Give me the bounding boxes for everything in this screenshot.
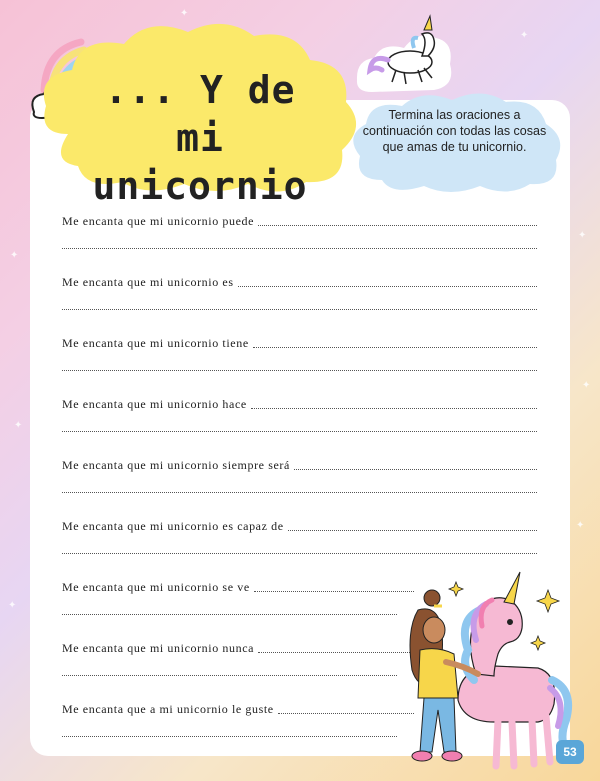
sparkle-icon: ✦ xyxy=(10,250,19,261)
sentence-item xyxy=(62,444,540,505)
sparkle-icon: ✦ xyxy=(578,230,587,241)
sparkle-icon: ✦ xyxy=(582,380,591,391)
answer-line[interactable] xyxy=(238,285,537,287)
answer-line-continued[interactable] xyxy=(62,491,537,493)
sentence-prompt: Me encanta que mi unicornio es xyxy=(62,275,234,289)
answer-line[interactable] xyxy=(251,407,537,409)
sentence-prompt: Me encanta que mi unicornio nunca xyxy=(62,641,255,655)
sentence-prompt: Me encanta que mi unicornio tiene xyxy=(62,336,249,350)
answer-line[interactable] xyxy=(288,529,537,531)
answer-line[interactable] xyxy=(253,346,537,348)
sentence-item xyxy=(62,383,540,444)
answer-line-continued[interactable] xyxy=(62,552,537,554)
answer-line-continued[interactable] xyxy=(62,430,537,432)
instructions-text: Termina las oraciones a continuación con todas las cosas que amas de tu unicornio. xyxy=(362,108,547,154)
unicorn-sticker-icon xyxy=(352,8,457,98)
sparkle-icon: ✦ xyxy=(8,600,17,611)
sentence-prompt: Me encanta que a mi unicornio le guste xyxy=(62,702,274,716)
sentence-prompt: Me encanta que mi unicornio puede xyxy=(62,214,255,228)
sentence-item xyxy=(62,200,540,261)
sparkle-icon: ✦ xyxy=(520,30,529,41)
sentence-item xyxy=(62,505,540,566)
answer-line[interactable] xyxy=(258,224,537,226)
page-number: 53 xyxy=(556,740,584,764)
answer-line[interactable] xyxy=(294,468,537,470)
sparkle-icon: ✦ xyxy=(14,420,23,431)
answer-line[interactable] xyxy=(254,590,414,592)
sentence-item xyxy=(62,261,540,322)
sparkle-icon: ✦ xyxy=(576,520,585,531)
title-line-1: ... Y de mi xyxy=(104,68,296,160)
answer-line-continued[interactable] xyxy=(62,613,397,615)
page-title xyxy=(85,66,315,210)
sentence-prompt: Me encanta que mi unicornio hace xyxy=(62,397,247,411)
sentence-prompt: Me encanta que mi unicornio se ve xyxy=(62,580,250,594)
sparkle-icon: ✦ xyxy=(180,8,189,19)
girl-with-unicorn-illustration xyxy=(398,570,573,775)
answer-line-continued[interactable] xyxy=(62,308,537,310)
answer-line-continued[interactable] xyxy=(62,674,397,676)
answer-line-continued[interactable] xyxy=(62,735,397,737)
sentence-prompt: Me encanta que mi unicornio es capaz de xyxy=(62,519,284,533)
answer-line-continued[interactable] xyxy=(62,369,537,371)
answer-line[interactable] xyxy=(278,712,414,714)
title-line-2: unicornio xyxy=(92,164,308,208)
answer-line-continued[interactable] xyxy=(62,247,537,249)
sentence-item xyxy=(62,322,540,383)
answer-line[interactable] xyxy=(258,651,414,653)
sentence-prompt: Me encanta que mi unicornio siempre será xyxy=(62,458,290,472)
